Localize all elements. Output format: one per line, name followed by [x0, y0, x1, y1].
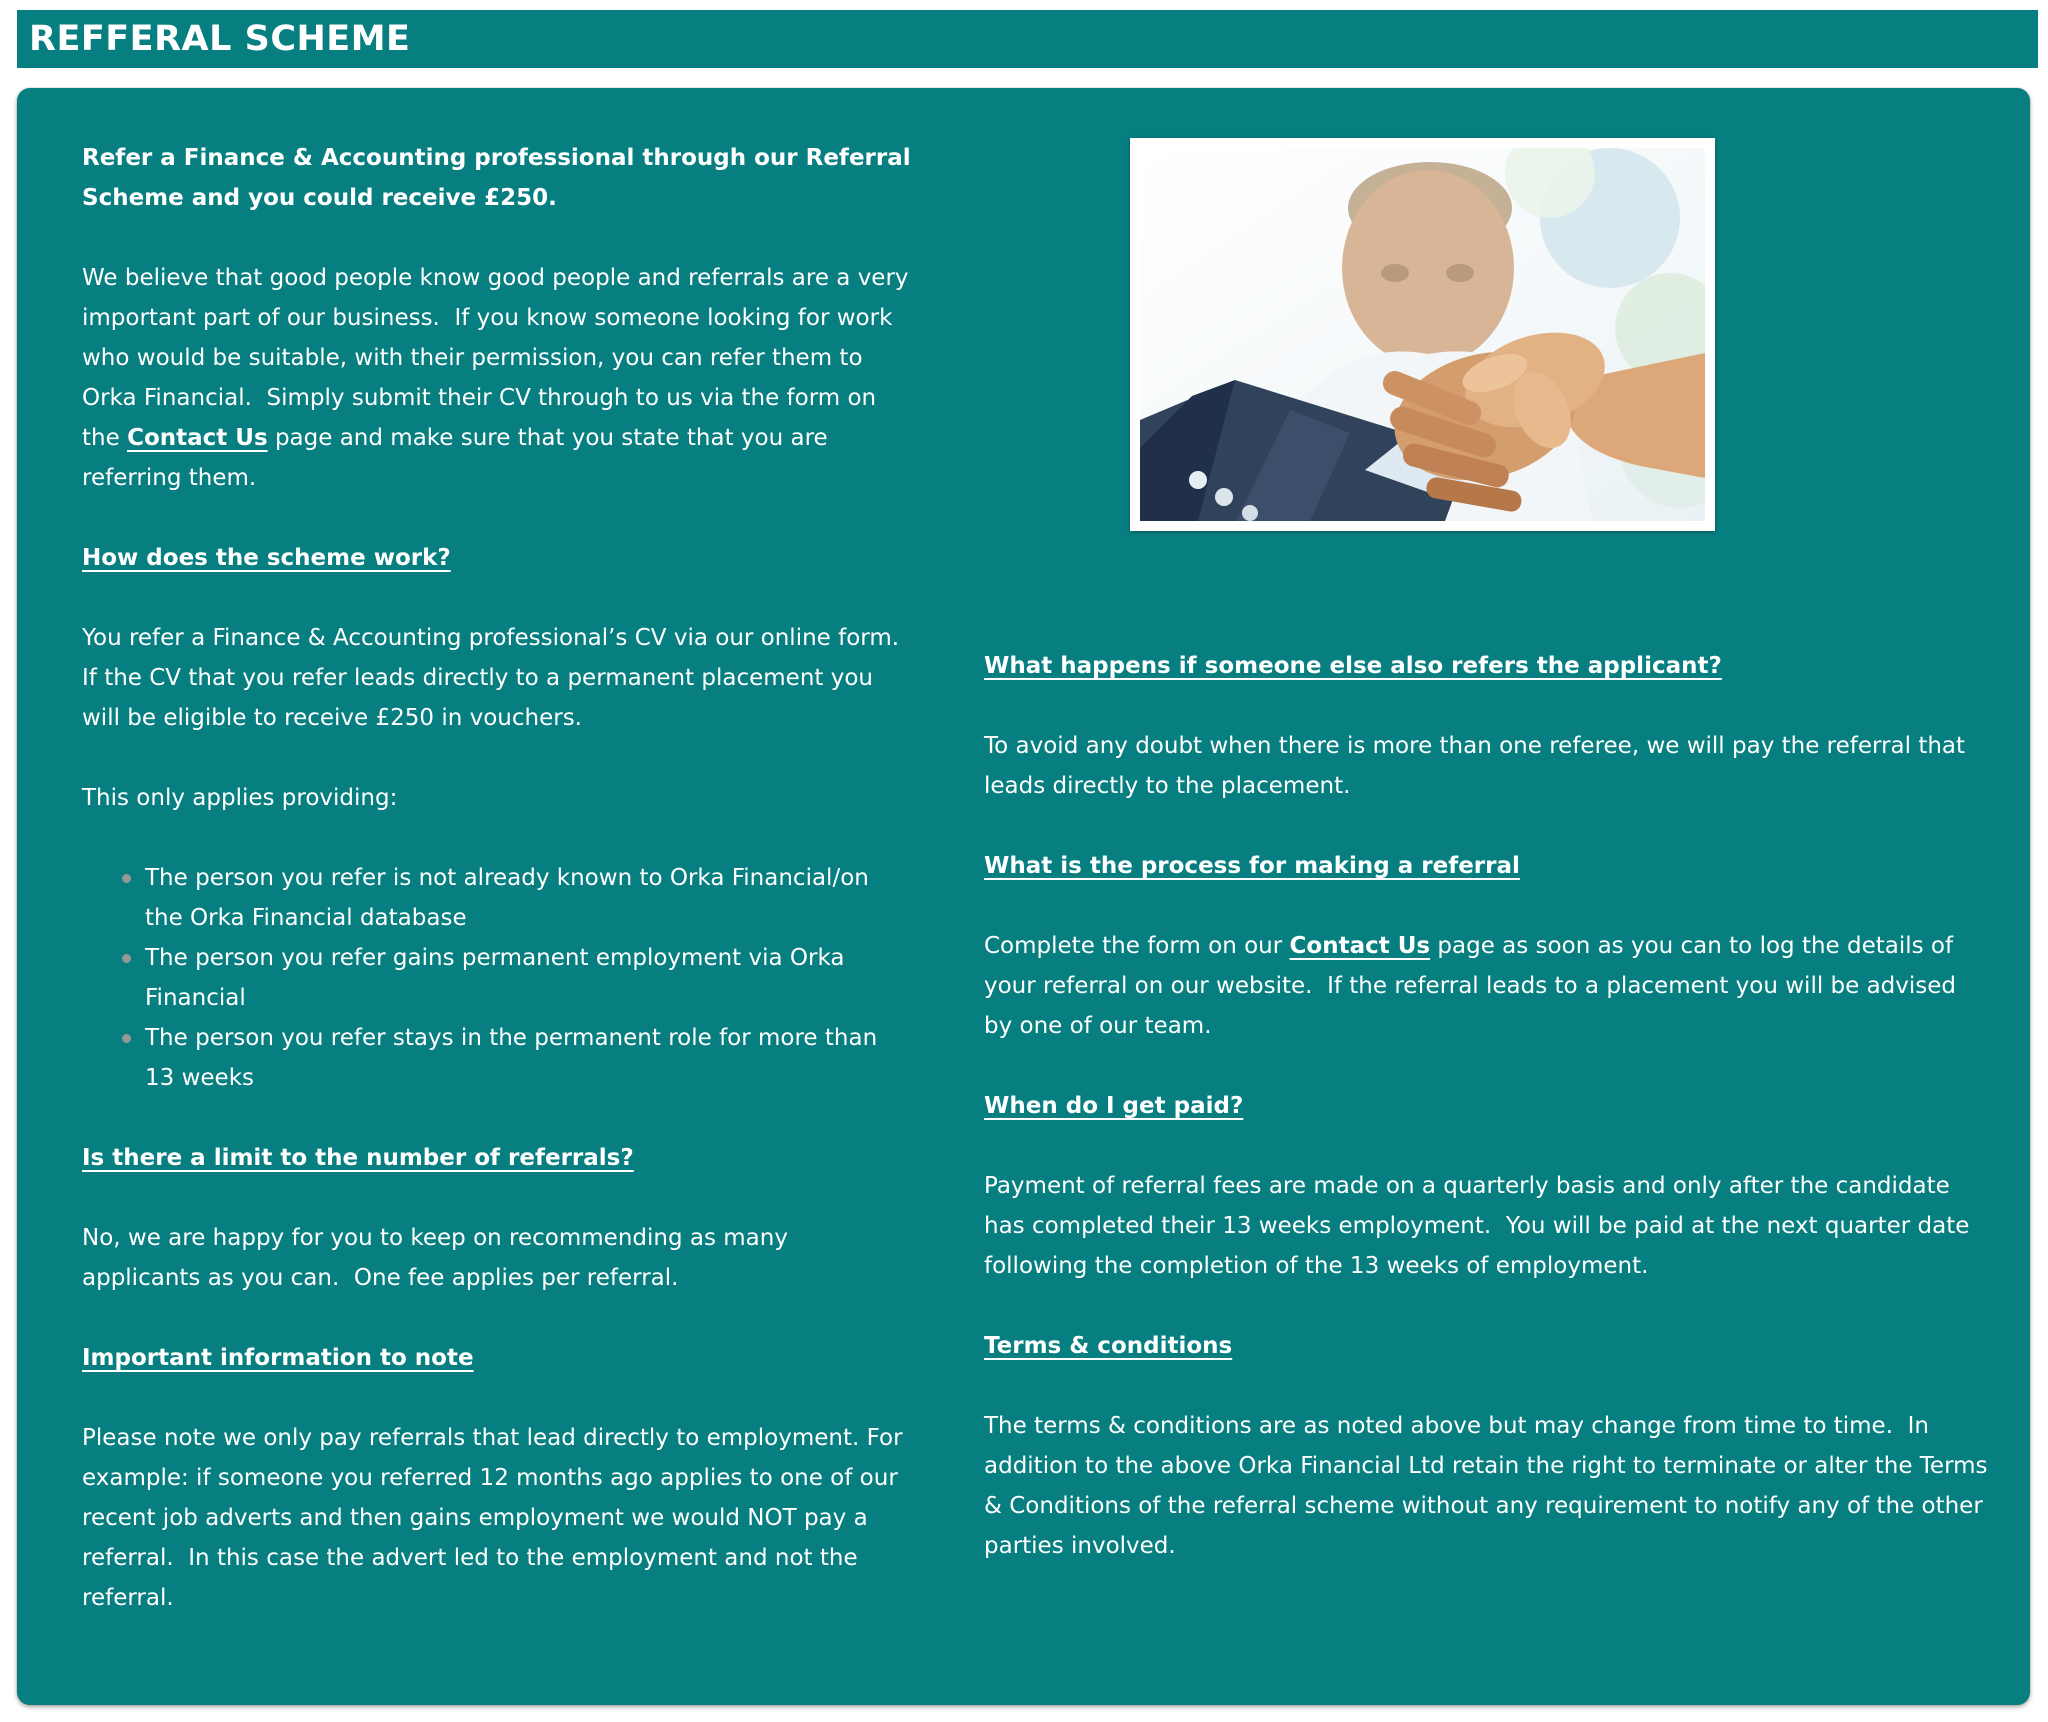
believe-text-before: We believe that good people know good people and referrals are a very important part of our business. If you know someone looking for work who would be suitable, with their permission, you can refer them to Orka Financial. Simply submit their CV through to us via the form on the — [82, 265, 916, 451]
left-column — [82, 138, 919, 1705]
list-item: The person you refer gains permanent employment via Orka Financial — [145, 938, 912, 1018]
heading-when-paid: When do I get paid? — [984, 1093, 1244, 1119]
heading-referral-process: What is the process for making a referral — [984, 853, 1520, 879]
right-column — [984, 138, 1995, 1705]
referral-scheme-panel — [17, 88, 2030, 1705]
conditions-list — [82, 858, 912, 1098]
someone-else-refers-paragraph: To avoid any doubt when there is more than one referee, we will pay the referral that leads directly to the placement. — [984, 733, 1973, 799]
terms-conditions-paragraph: The terms & conditions are as noted above but may change from time to time. In addition to the above Orka Financial Ltd retain the right to terminate or alter the Terms & Conditions of the referral scheme without any requirement to notify any of the other parties involved. — [984, 1413, 1995, 1559]
heading-how-scheme-works: How does the scheme work? — [82, 545, 451, 571]
list-item: The person you refer stays in the permanent role for more than 13 weeks — [145, 1018, 912, 1098]
page-title-bar — [17, 10, 2038, 68]
heading-terms-conditions: Terms & conditions — [984, 1333, 1233, 1359]
contact-us-link[interactable]: Contact Us — [1289, 933, 1431, 959]
referral-limit-paragraph: No, we are happy for you to keep on recommending as many applicants as you can. One fee applies per referral. — [82, 1225, 796, 1291]
believe-text-after: page and make sure that you state that you are referring them. — [82, 425, 835, 491]
heading-referral-limit: Is there a limit to the number of referrals? — [82, 1145, 634, 1171]
believe-paragraph — [82, 258, 916, 498]
when-paid-paragraph: Payment of referral fees are made on a quarterly basis and only after the candidate has completed their 13 weeks employment. You will be paid at the next quarter date following the completion of the 13 weeks of employment. — [984, 1173, 1977, 1279]
process-text-before: Complete the form on our — [984, 933, 1290, 959]
referral-process-paragraph — [984, 926, 1990, 1046]
business-handshake-photo — [1140, 148, 1705, 521]
how-scheme-works-paragraph: You refer a Finance & Accounting professional’s CV via our online form. If the CV that you refer leads directly to a permanent placement you will be eligible to receive £250 in vouchers. — [82, 625, 907, 731]
contact-us-link[interactable]: Contact Us — [127, 425, 268, 451]
process-text-after: page as soon as you can to log the details of your referral on our website. If the referral leads to a placement you will be advised by one of our team. — [984, 933, 1964, 1039]
heading-important-information: Important information to note — [82, 1345, 474, 1371]
list-item: The person you refer is not already known to Orka Financial/on the Orka Financial database — [145, 858, 912, 938]
only-applies-paragraph: This only applies providing: — [82, 785, 398, 811]
page-title: REFFERAL SCHEME — [29, 19, 411, 59]
handshake-photo-frame — [1130, 138, 1715, 531]
heading-someone-else-refers: What happens if someone else also refers the applicant? — [984, 653, 1722, 679]
intro-text: Refer a Finance & Accounting professional through our Referral Scheme and you could receive £250. — [82, 145, 919, 211]
important-information-paragraph: Please note we only pay referrals that lead directly to employment. For example: if someone you referred 12 months ago applies to one of our recent job adverts and then gains employment we would NOT pay a referral. In this case the advert led to the employment and not the referral. — [82, 1425, 910, 1611]
